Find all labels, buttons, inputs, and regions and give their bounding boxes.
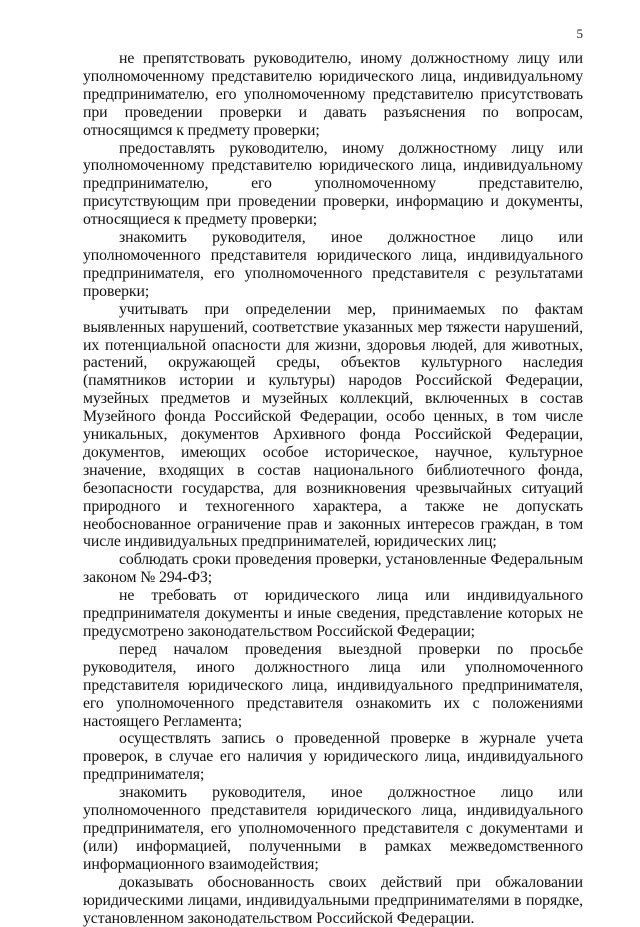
paragraph-familiarize-results: знакомить руководителя, иное должностное лицо или уполномоченного представителя юридического лица, индивидуального предпринимателя, его уполномоченного представителя с результатами проверки; [83,229,583,300]
paragraph-consider-measures: учитывать при определении мер, принимаемых по фактам выявленных нарушений, соответствие указанных мер тяжести нарушений, их потенциальной опасности для жизни, здоровья людей, для животных, растений, окружающей среды, объектов культурного наследия (памятников истории и культуры) народов Российской Федерации, музейных предметов и музейных коллекций, включенных в состав Музейного фонда Российской Федерации, особо ценных, в том числе уникальных, документов Архивного фонда Российской Федерации, документов, имеющих особое историческое, научное, культурное значение, входящих в состав национального библиотечного фонда, безопасности государства, для возникновения чрезвычайных ситуаций природного и техногенного характера, а также не допускать необоснованное ограничение прав и законных интересов граждан, в том числе индивидуальных предпринимателей, юридических лиц; [83,300,583,551]
paragraph-prove-validity: доказывать обоснованность своих действий при обжаловании юридическими лицами, индивидуальными предпринимателями в порядке, установленном законодательством Российской Федерации. [83,873,583,927]
paragraph-not-obstruct: не препятствовать руководителю, иному должностному лицу или уполномоченному представителю юридического лица, индивидуальному предпринимателю, его уполномоченному представителю присутствовать при проведении проверки и давать разъяснения по вопросам, относящимся к предмету проверки; [83,50,583,139]
paragraph-not-require-documents: не требовать от юридического лица или индивидуального предпринимателя документы и иные сведения, представление которых не предусмотрено законодательством Российской Федерации; [83,587,583,640]
paragraph-introduce-regulation: перед началом проведения выездной проверки по просьбе руководителя, иного должностного лица или уполномоченного представителя юридического лица, индивидуального предпринимателя, его уполномоченного представителя ознакомить их с положениями настоящего Регламента; [83,640,583,730]
paragraph-familiarize-documents: знакомить руководителя, иное должностное лицо или уполномоченного представителя юридического лица, индивидуального предпринимателя, его уполномоченного представителя с документами и (или) информацией, полученными в рамках межведомственного информационного взаимодействия; [83,784,583,873]
page-number: 5 [576,26,583,41]
paragraph-provide-information: предоставлять руководителю, иному должностному лицу или уполномоченному представителю юридического лица, индивидуальному предпринимателю, его уполномоченному представителю, присутствующим при проведении проверки, информацию и документы, относящиеся к предмету проверки; [83,139,583,229]
paragraph-journal-record: осуществлять запись о проведенной проверке в журнале учета проверок, в случае его наличия у юридического лица, индивидуального предпринимателя; [83,730,583,784]
paragraph-observe-deadlines: соблюдать сроки проведения проверки, установленные Федеральным законом № 294-ФЗ; [83,551,583,587]
document-body [83,50,583,927]
